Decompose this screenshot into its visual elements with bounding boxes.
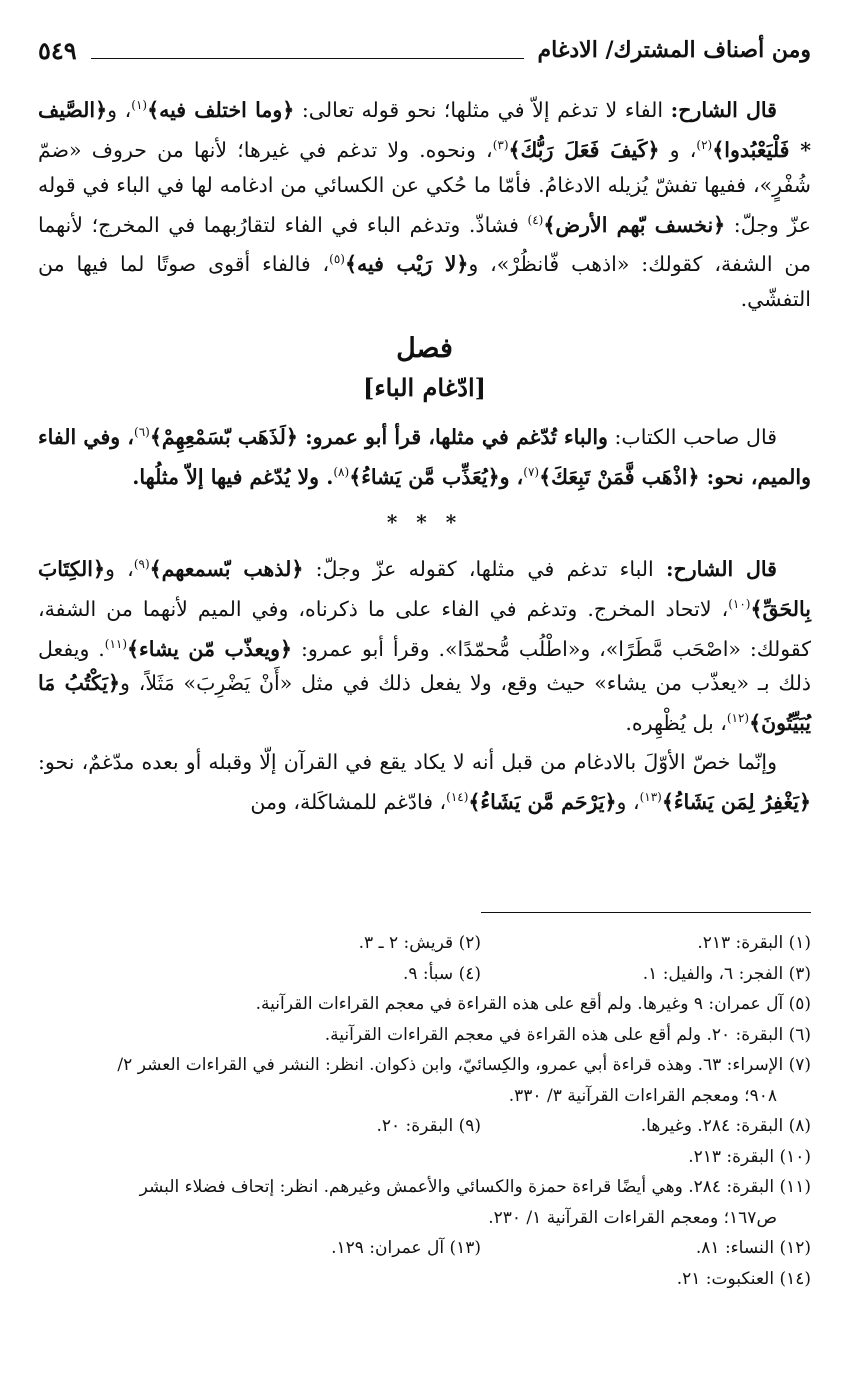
text-span: ، بل يُظْهِره.: [625, 711, 727, 736]
author-label: قال صاحب الكتاب:: [607, 425, 777, 450]
text-span: . ويفعل ذلك بـ «يعذّب من يشاء» حيث وقع، ولا يفعل ذلك في مثل «أَنْ يَضْرِبَ» مَثَلاً، و: [38, 636, 812, 696]
footnote-14: (١٤) العنكبوت: ٢١.: [676, 1268, 811, 1289]
quran-verse: ﴿الكِتَابَ بِالحَقِّ﴾: [38, 556, 811, 621]
footnote-9: (٩) البقرة: ٢٠.: [376, 1116, 481, 1136]
footnote-ref[interactable]: (٩): [133, 556, 150, 571]
footnote-8: (٨) البقرة: ٢٨٤. وغيرها.: [640, 1116, 811, 1136]
author-text: . ولا يُدّغم فيها إلاّ مثلُها.: [132, 464, 334, 489]
footnote-ref[interactable]: (١٤): [446, 790, 469, 805]
section-subtitle: [ادّغام الباء]: [363, 373, 486, 403]
quran-verse: ﴿لا رَيْب فيه﴾: [344, 252, 469, 277]
footnote-ref[interactable]: (٨): [333, 465, 350, 480]
quran-verse: ﴿ويعذّب مّن يشاء﴾: [127, 636, 293, 661]
quran-verse: ﴿نخسف بّهم الأرض﴾: [543, 212, 726, 237]
page-number: ٥٤٩: [38, 35, 77, 65]
commentary-paragraph-3: [38, 745, 811, 820]
footnote-row: [38, 928, 811, 959]
footnote-7: (٧) الإسراء: ٦٣. وهذه قراءة أبي عمرو، والكِسائيّ، وابن ذكوان. انظر: النشر في القراءات العشر ٢/: [117, 1055, 811, 1075]
footnote-3: (٣) الفجر: ٦، والفيل: ١.: [642, 963, 811, 984]
text-span: ، و: [616, 790, 640, 815]
footnote-13: (١٣) آل عمران: ١٢٩.: [331, 1238, 481, 1258]
footnote-ref[interactable]: (٤): [527, 212, 544, 227]
running-title: ومن أصناف المشترك/ الادغام: [537, 37, 811, 63]
footnote-row: [38, 959, 811, 990]
footnote-10: (١٠) البقرة: ٢١٣.: [688, 1146, 811, 1167]
footnote-ref[interactable]: (١٠): [728, 596, 751, 611]
text-span: ، و: [659, 137, 697, 162]
author-text: ، وفي الفاء والميم، نحو:: [38, 425, 811, 489]
footnote-ref[interactable]: (١): [131, 98, 148, 112]
footnote-divider: [481, 912, 811, 913]
commentator-label: قال الشارح:: [670, 97, 777, 122]
quran-verse: ﴿وما اختلف فيه﴾: [147, 97, 295, 122]
commentator-label: قال الشارح:: [665, 556, 777, 581]
footnote-ref[interactable]: (١٢): [726, 711, 750, 726]
quran-verse: ﴿يَرْحَم مَّن يَشَاءُ﴾: [468, 790, 617, 815]
quran-verse: ﴿يَكْتُبُ مَا يُبَيِّتُونَ﴾: [38, 671, 811, 736]
footnote-row: [38, 1233, 811, 1264]
footnote-ref[interactable]: (٣): [492, 137, 509, 152]
page-header: [38, 28, 811, 72]
author-text: والباء تُدّغم في مثلها، قرأ أبو عمرو:: [297, 425, 608, 450]
footnote-ref[interactable]: (٢): [696, 137, 713, 152]
quran-verse: ﴿يَغْفِرُ لِمَن يَشَاءُ﴾: [661, 790, 811, 815]
footnote-6: (٦) البقرة: ٢٠. ولم أقع على هذه القراءة في معجم القراءات القرآنية.: [324, 1024, 811, 1045]
quran-verse: ﴿اذْهَب فَّمَنْ تَبِعَكَ﴾: [539, 464, 700, 489]
footnote-ref[interactable]: (١١): [104, 636, 128, 651]
footnote-1: (١) البقرة: ٢١٣.: [697, 933, 811, 953]
text-span: ، فادّغم للمشاكَلة، ومن: [250, 790, 447, 815]
quran-verse: ﴿لَذَهَب بّسَمْعِهِمْ﴾: [149, 425, 298, 450]
quran-verse: ﴿يُعَذِّب مَّن يَشاءُ﴾: [349, 464, 500, 489]
text-span: ، و: [107, 97, 132, 122]
text-span: فشاذّ. وتدغم الباء في الفاء لتقارُبهما في المخرج؛ لأنهما من الشفة، كقولك: «اذهب فّانظُرْ»، و: [38, 212, 811, 277]
footnote-ref[interactable]: (٥): [329, 252, 345, 267]
footnote-2: (٢) قريش: ٢ ـ ٣.: [358, 933, 481, 953]
footnote-ref[interactable]: (٧): [523, 465, 540, 480]
footnote-ref[interactable]: (١٣): [639, 790, 662, 805]
text-span: ، فالفاء أقوى صوتًا لما فيها من التفشّي.: [38, 252, 811, 312]
footnote-5: (٥) آل عمران: ٩ وغيرها. ولم أقع على هذه القراءة في معجم القراءات القرآنية.: [255, 994, 811, 1014]
footnote-12: (١٢) النساء: ٨١.: [695, 1238, 811, 1258]
author-text-paragraph: [38, 415, 811, 495]
quran-verse: ﴿لذهب بّسمعهم﴾: [149, 556, 304, 581]
section-title: فصل: [396, 333, 453, 365]
text-span: وإنّما خصّ الأوّلَ بالادغام من قبل أنه لا يكاد يقع في القرآن إلّا وقبله أو بعده مدّغمٌ، نحو:: [38, 750, 777, 775]
author-text: ، و: [499, 464, 524, 489]
footnote-ref[interactable]: (٦): [134, 425, 150, 440]
header-rule: [91, 42, 524, 59]
commentary-paragraph-1: [38, 88, 811, 317]
text-span: ، ونحوه. ولا تدغم في غيرها؛ لأنها من حروف «ضمّ شُفْرٍ»، ففيها تفشّ يُزيله الادغامُ. فأمّا ما حُكي عن الكسائي من ادغامه لها في الباء في قوله عزّ وجلّ:: [38, 137, 811, 237]
footnotes: [38, 928, 811, 1294]
footnote-11-continued: ص١٦٧؛ ومعجم القراءات القرآنية ١/ ٢٣٠.: [488, 1207, 777, 1228]
footnote-7-continued: ٩٠٨؛ ومعجم القراءات القرآنية ٣/ ٣٣٠.: [508, 1085, 777, 1106]
footnote-11: (١١) البقرة: ٢٨٤. وهي أيضًا قراءة حمزة والكسائي والأعمش وغيرهم. انظر: إتحاف فضلاء البشر: [139, 1177, 811, 1197]
text-span: الفاء لا تدغم إلاّ في مثلها؛ نحو قوله تعالى:: [294, 97, 671, 122]
section-separator: * * *: [386, 509, 463, 534]
main-text: [38, 88, 811, 824]
footnote-row: [38, 1111, 811, 1142]
quran-verse: ﴿كَيفَ فَعَلَ رَبُّكَ﴾: [508, 137, 660, 162]
quran-verse: ﴿الصَّيف * فَلْيَعْبُدوا﴾: [38, 97, 811, 162]
footnote-4: (٤) سبأ: ٩.: [402, 963, 481, 984]
commentary-paragraph-2: [38, 547, 811, 741]
text-span: ، و: [105, 556, 134, 581]
text-span: ، لاتحاد المخرج. وتدغم في الفاء على ما ذكرناه، وفي الميم لأنهما من الشفة، كقولك: «اصْحَب مَّطَرًا»، و«اطْلُب مُّحمّدًا». وقرأ أبو عمرو:: [38, 596, 811, 661]
text-span: الباء تدغم في مثلها، كقوله عزّ وجلّ:: [303, 556, 666, 581]
